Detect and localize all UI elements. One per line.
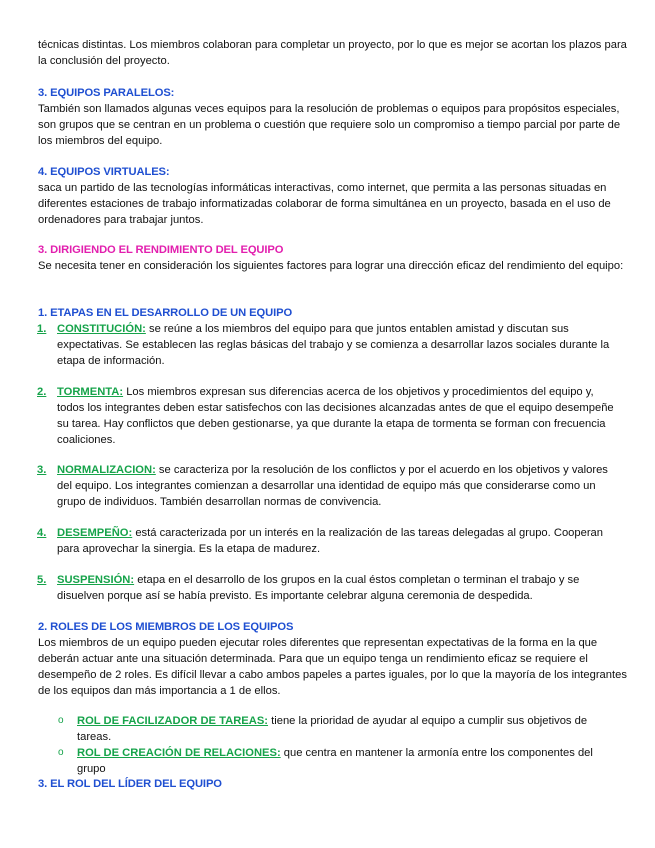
stage-text: se reúne a los miembros del equipo para que juntos entablen amistad y discutan sus expectativas. Se establecen las reglas básicas del trabajo y se comienza a desarrollar lazos sociales durante la etapa de información. [57,323,610,367]
heading-etapas-desarrollo: 1. ETAPAS EN EL DESARROLLO DE UN EQUIPO [38,307,293,319]
stage-number: 1. [37,323,47,335]
stage-text: Los miembros expresan sus diferencias acerca de los objetivos y procedimientos del equipo y, todos los integrantes deben estar satisfechos con las decisiones alcanzadas antes de que el equipo desempeñe su tarea. Hay conflictos que deben gestionarse, ya que durante la etapa de tormenta se forman con frecuencia coaliciones. [57,386,614,446]
stage-term: TORMENTA: [57,386,124,398]
paragraph-equipos-virtuales: saca un partido de las tecnologías informáticas interactivas, como internet, que permita a las personas situadas en diferentes estaciones de trabajo informatizadas colaborar de forma simultánea en un proyecto, basada en el uso de ordenadores para trabajar juntos. [38,182,611,226]
role-term: ROL DE CREACIÓN DE RELACIONES: [77,747,281,759]
stage-term: SUSPENSIÓN: [57,574,135,586]
stage-text: está caracterizada por un interés en la realización de las tareas delegadas al grupo. Cooperan para aprovechar la sinergia. Es la etapa de madurez. [57,527,604,555]
intro-paragraph: técnicas distintas. Los miembros colaboran para completar un proyecto, por lo que es mejor se acortan los plazos para la conclusión del proyecto. [38,39,627,67]
stage-term: DESEMPEÑO: [57,527,133,539]
heading-roles-miembros: 2. ROLES DE LOS MIEMBROS DE LOS EQUIPOS [38,621,294,633]
role-item-facilitador [58,713,617,745]
role-text: tiene la prioridad de ayudar al equipo a cumplir sus objetivos de tareas. [77,715,588,743]
stage-number: 3. [37,464,47,476]
stage-number: 4. [37,527,47,539]
heading-rol-lider: 3. EL ROL DEL LÍDER DEL EQUIPO [38,778,222,790]
heading-dirigiendo-rendimiento: 3. DIRIGIENDO EL RENDIMIENTO DEL EQUIPO [38,244,284,256]
stage-item-normalizacion [37,462,617,510]
heading-equipos-paralelos: 3. EQUIPOS PARALELOS: [38,87,175,99]
paragraph-equipos-paralelos: También son llamados algunas veces equipos para la resolución de problemas o equipos para propósitos especiales, son grupos que se centran en un problema o cuestión que requiere solo un compromiso a tiempo parcial por parte de los miembros del equipo. [38,103,621,147]
paragraph-dirigiendo-rendimiento: Se necesita tener en consideración los siguientes factores para lograr una dirección eficaz del rendimiento del equipo: [38,260,624,272]
role-text: que centra en mantener la armonía entre los componentes del grupo [77,747,593,775]
role-item-relaciones [58,745,617,777]
stage-term: NORMALIZACION: [57,464,156,476]
stage-text: se caracteriza por la resolución de los conflictos y por el acuerdo en los objetivos y valores del equipo. Los integrantes comienzan a desarrollar una identidad de equipo más que considerarse como un grupo de individuos. También desarrollan normas de convivencia. [57,464,608,508]
stage-item-tormenta [37,384,617,448]
stage-item-desempeno [37,525,617,557]
stage-item-suspension [37,572,617,604]
stage-text: etapa en el desarrollo de los grupos en la cual éstos completan o terminan el trabajo y se disuelven porque así se había previsto. Es importante celebrar alguna ceremonia de despedida. [57,574,580,602]
stage-item-constitucion [37,321,617,369]
stage-number: 5. [37,574,47,586]
heading-equipos-virtuales: 4. EQUIPOS VIRTUALES: [38,166,170,178]
bullet-icon: o [58,747,64,758]
stage-number: 2. [37,386,47,398]
role-term: ROL DE FACILIZADOR DE TAREAS: [77,715,269,727]
paragraph-roles-miembros: Los miembros de un equipo pueden ejecutar roles diferentes que representan expectativas de la forma en la que deberán actuar ante una situación determinada. Para que un equipo tenga un rendimiento eficaz se requiere el desempeño de 2 roles. Es difícil llevar a cabo ambos papeles a partes iguales, por lo que la mayoría de los integrantes de los equipos dan más importancia a 1 de ellos. [38,637,627,697]
stage-term: CONSTITUCIÓN: [57,323,146,335]
bullet-icon: o [58,715,64,726]
